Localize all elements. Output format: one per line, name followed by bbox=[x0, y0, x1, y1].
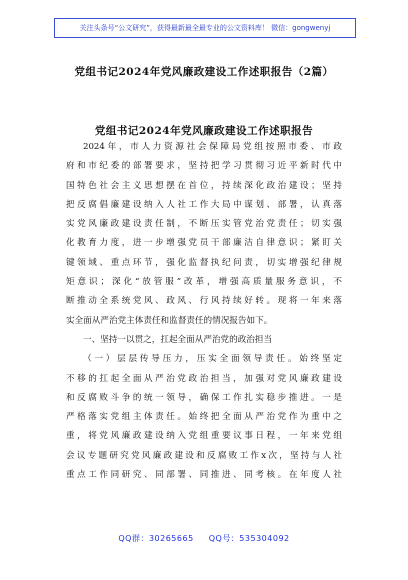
body-line: 断推动全系统党风、政风、行风持续好转。现将一年来落 bbox=[66, 296, 342, 307]
report-title: 党组书记2024年党风廉政建设工作述职报告 bbox=[94, 125, 314, 137]
body-line: 严格落实党组主体责任。始终把全面从严治党作为重中之 bbox=[66, 412, 342, 423]
report-body bbox=[66, 138, 342, 485]
body-line: 重，将党风廉政建设纳入党组重要议事日程，一年来党组 bbox=[66, 431, 342, 442]
section-heading: 一、坚持一以贯之，扛起全面从严治党的政治担当 bbox=[83, 334, 273, 345]
body-line: 实全面从严治党主体责任和监督责任的情况报告如下。 bbox=[66, 315, 273, 326]
body-line: 键领域、重点环节，强化监督执纪问责，切实增强纪律规 bbox=[66, 257, 342, 268]
body-line: 不移的扛起全面从严治党政治担当，加强对党风廉政建设 bbox=[66, 373, 342, 384]
body-line: 和反腐败斗争的统一领导，确保工作扎实稳步推进。一是 bbox=[66, 392, 342, 403]
body-line: 化教育力度，进一步增强党员干部廉洁自律意识；紧盯关 bbox=[66, 238, 342, 249]
promo-banner: 关注头条号“公文研究”，获得最新最全最专业的公文资料库！ 微信：gongwenyj bbox=[54, 18, 356, 38]
qq-group-link[interactable]: QQ群：30265665 bbox=[118, 534, 194, 543]
body-line: 2024年，市人力资源社会保障局党组按照市委、市政 bbox=[83, 142, 342, 152]
body-line: 会议专题研究党风廉政建设和反腐败工作x次，坚持与人社 bbox=[66, 450, 342, 461]
contact-footer bbox=[0, 533, 408, 544]
body-line: （一）层层传导压力，压实全面领导责任。始终坚定 bbox=[83, 354, 342, 365]
qq-number-link[interactable]: QQ号：535304092 bbox=[208, 534, 290, 543]
document-title: 党组书记2024年党风廉政建设工作述职报告（2篇） bbox=[74, 66, 334, 78]
body-line: 府和市纪委的部署要求，坚持把学习贯彻习近平新时代中 bbox=[66, 161, 342, 172]
body-line: 国特色社会主义思想摆在首位，持续深化政治建设；坚持 bbox=[66, 180, 342, 191]
body-line: 重点工作同研究、同部署、同推进、同考核。在年度人社 bbox=[66, 470, 342, 481]
body-line: 实党风廉政建设责任制，不断压实管党治党责任；切实强 bbox=[66, 219, 342, 230]
body-line: 把反腐倡廉建设纳入人社工作大局中谋划、部署，认真落 bbox=[66, 199, 342, 210]
body-line: 矩意识；深化“放管服”改革，增强高质量服务意识，不 bbox=[66, 277, 342, 288]
